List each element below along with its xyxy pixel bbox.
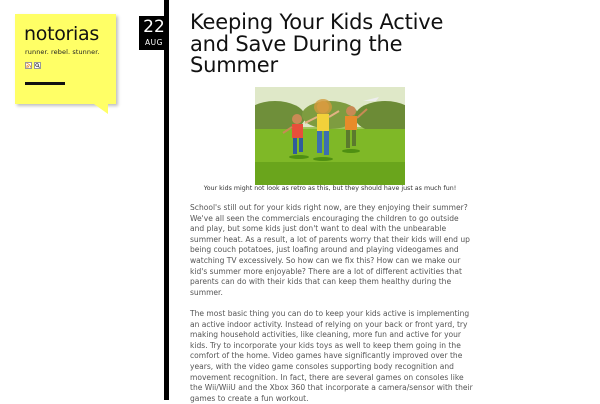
sidebar-divider <box>25 82 65 85</box>
sidebar-note-tail <box>94 104 108 114</box>
post-paragraph-1: School's still out for your kids right now, are they enjoying their summer? We've all seen the commercials encouraging the children to go outside and play, but some kids just don't want to deal with the unbearable summer heat. As a result, a lot of parents worry that their kids will end up being couch potatoes, just loafing around and playing videogames and watching TV excessively. So how can we fix this? How can we make our kid's summer more enjoyable? There are a lot of different activities that parents can do with their kids that can keep them healthy during the summer. <box>190 203 470 297</box>
post-title[interactable]: Keeping Your Kids Active and Save During the Summer <box>190 10 444 77</box>
site-title[interactable]: notorias <box>24 23 99 45</box>
post-image-kids-running <box>255 87 405 185</box>
rss-icon[interactable] <box>25 62 32 69</box>
post-paragraph-2: The most basic thing you can do to keep your kids active is implementing an active indoor activity. Instead of relying on your back or front yard, try making household activities, like cleaning, more fun and active for your kids. Try to incorporate your kids toys as well to keep them going in the comfort of the home. Video games have significantly improved over the years, with the video game consoles supporting body recognition and movement recognition. In fact, there are several games on consoles like the Wii/WiiU and the Xbox 360 that incorporate a camera/sensor with their games to create a fun workout. <box>190 309 473 403</box>
site-tagline: runner. rebel. stunner. <box>25 48 100 56</box>
sidebar-icons <box>25 62 41 69</box>
post-date-month: AUG <box>145 38 163 47</box>
post-date-badge <box>139 16 169 50</box>
vertical-rule <box>164 0 169 400</box>
image-caption: Your kids might not look as retro as this, but they should have just as much fun! <box>203 185 457 192</box>
sidebar-note <box>15 14 116 104</box>
post-date-day: 22 <box>143 17 165 37</box>
search-icon[interactable] <box>34 62 41 69</box>
